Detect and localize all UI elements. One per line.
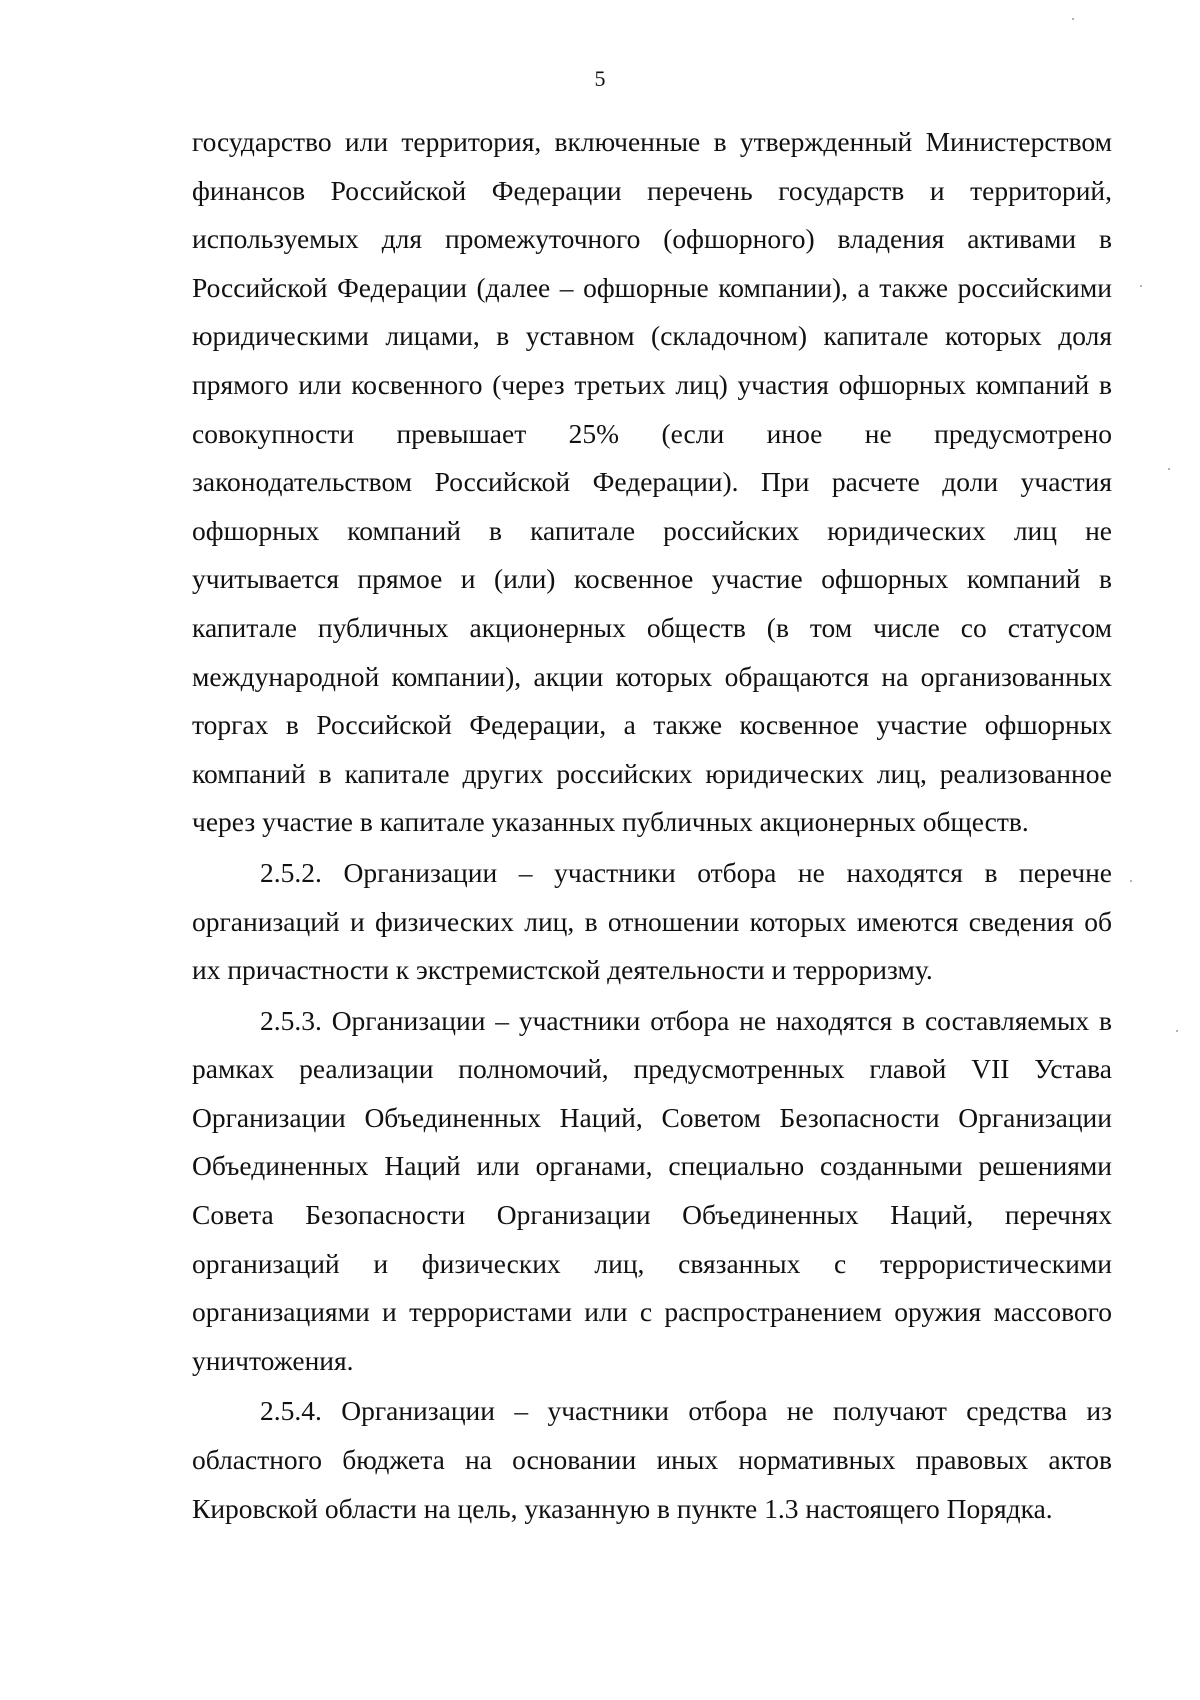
paragraph-clause-2-5-3: 2.5.3. Организации – участники отбора не находятся в составляемых в рамках реализации полномочий, предусмотренных главой VII Устава Организации Объединенных Наций, Советом Безопасности Организации Объединенных Наций или органами, специально созданными решениями Совета Безопасности Организации Объединенных Наций, перечнях организаций и физических лиц, связанных с террористическими организациями и террористами или с распространением оружия массового уничтожения. <box>192 1004 1112 1376</box>
paragraph-clause-2-5-4: 2.5.4. Организации – участники отбора не получают средства из областного бюджета на основании иных нормативных правовых актов Кировской области на цель, указанную в пункте 1.3 настоящего Порядка. <box>192 1395 1112 1524</box>
scan-speck <box>1130 880 1132 882</box>
scan-speck <box>1176 1030 1178 1032</box>
document-body <box>192 118 1112 1533</box>
paragraph-continuation: государство или территория, включенные в утвержденный Министерством финансов Российской Федерации перечень государств и территорий, используемых для промежуточного (офшорного) владения активами в Российской Федерации (далее – офшорные компании), а также российскими юридическими лицами, в уставном (складочном) капитале которых доля прямого или косвенного (через третьих лиц) участия офшорных компаний в совокупности превышает 25% (если иное не предусмотрено законодательством Российской Федерации). При расчете доли участия офшорных компаний в капитале российских юридических лиц не учитывается прямое и (или) косвенное участие офшорных компаний в капитале публичных акционерных обществ (в том числе со статусом международной компании), акции которых обращаются на организованных торгах в Российской Федерации, а также косвенное участие офшорных компаний в капитале других российских юридических лиц, реализованное через участие в капитале указанных публичных акционерных обществ. <box>192 126 1112 838</box>
scan-speck <box>1168 468 1170 470</box>
scan-speck <box>1072 18 1074 20</box>
paragraph-clause-2-5-2: 2.5.2. Организации – участники отбора не находятся в перечне организаций и физических лиц, в отношении которых имеются сведения об их причастности к экстремистской деятельности и терроризму. <box>192 856 1112 986</box>
page-number: 5 <box>594 66 606 91</box>
scan-speck <box>1140 285 1142 287</box>
